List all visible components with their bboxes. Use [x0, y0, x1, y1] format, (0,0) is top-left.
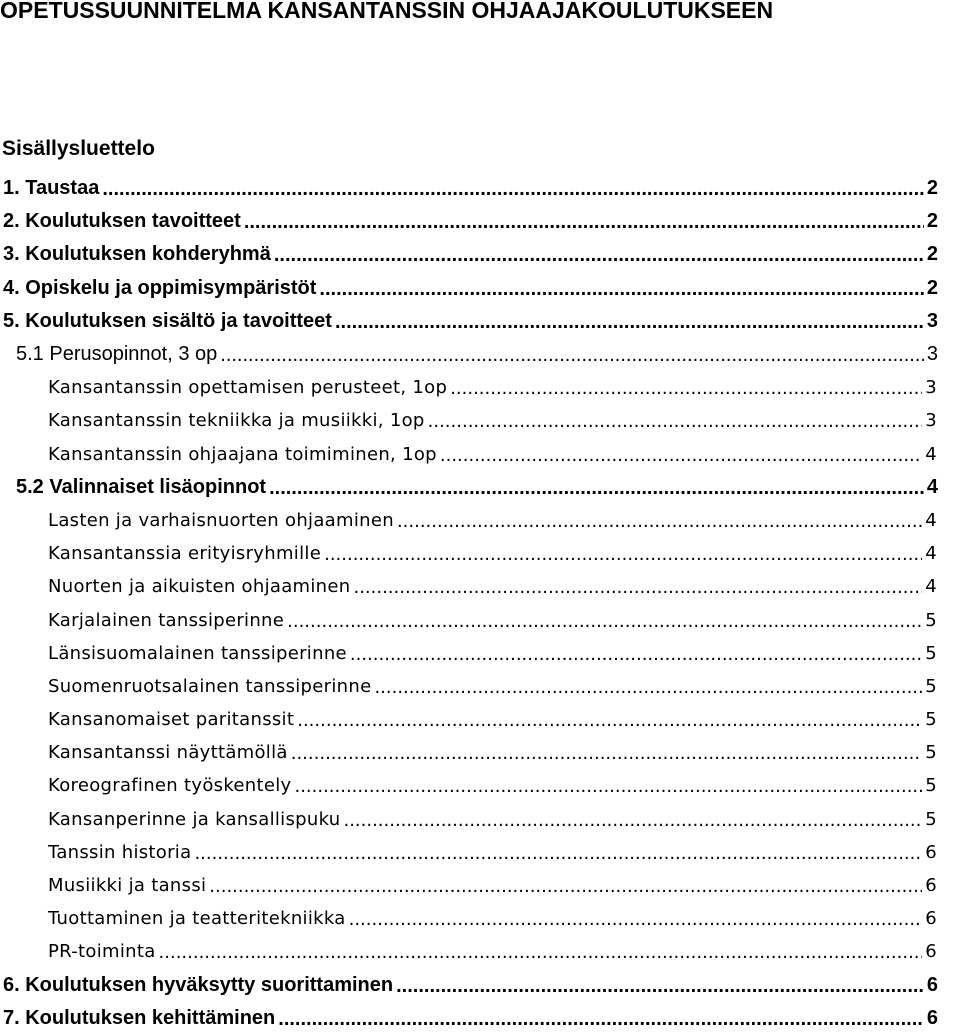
toc-entry-page-number: 5: [925, 808, 937, 830]
toc-entry[interactable]: [0, 504, 960, 537]
toc-dot-leader: [450, 378, 922, 399]
toc-entry[interactable]: [0, 537, 960, 570]
toc-entry[interactable]: [0, 902, 960, 935]
toc-entry-label: Kansantanssi näyttämöllä: [48, 742, 288, 764]
toc-entry-label: Lasten ja varhaisnuorten ohjaaminen: [48, 509, 394, 531]
toc-entry-label: 2. Koulutuksen tavoitteet: [3, 210, 241, 233]
toc-dot-leader: [397, 511, 922, 532]
toc-entry-label: 5.1 Perusopinnot, 3 op: [16, 343, 218, 366]
toc-entry-page-number: 2: [926, 210, 938, 233]
toc-entry-page-number: 4: [925, 443, 937, 465]
toc-dot-leader: [269, 477, 924, 500]
toc-entry[interactable]: [0, 172, 960, 205]
toc-entry-label: Karjalainen tanssiperinne: [48, 609, 285, 631]
toc-entry-page-number: 5: [925, 742, 937, 764]
toc-dot-leader: [291, 743, 923, 764]
toc-entry-label: 6. Koulutuksen hyväksytty suorittaminen: [3, 973, 394, 996]
toc-dot-leader: [335, 311, 924, 334]
toc-entry-label: Länsisuomalainen tanssiperinne: [48, 642, 347, 664]
toc-entry-label: Kansantanssin tekniikka ja musiikki, 1op: [48, 410, 425, 432]
toc-entry-page-number: 4: [925, 576, 937, 598]
toc-entry-label: Kansantanssin ohjaajana toimiminen, 1op: [48, 443, 437, 465]
toc-entry-label: Tanssin historia: [48, 841, 192, 863]
toc-entry-page-number: 3: [925, 377, 937, 399]
toc-dot-leader: [374, 677, 922, 698]
toc-entry-label: 5.2 Valinnaiset lisäopinnot: [16, 475, 267, 498]
document-title: OPETUSSUUNNITELMA KANSANTANSSIN OHJAAJAKOULUTUKSEEN: [0, 0, 774, 23]
toc-entry-page-number: 5: [925, 609, 937, 631]
toc-dot-leader: [319, 278, 923, 301]
toc-dot-leader: [287, 611, 922, 632]
toc-entry-label: 5. Koulutuksen sisältö ja tavoitteet: [3, 309, 332, 332]
toc-entry[interactable]: [0, 404, 960, 437]
toc-entry[interactable]: [0, 371, 960, 404]
toc-entry[interactable]: [0, 238, 960, 271]
toc-entry[interactable]: [0, 338, 960, 371]
toc-entry-page-number: 3: [925, 410, 937, 432]
toc-heading: Sisällysluettelo: [2, 137, 155, 160]
toc-entry[interactable]: [0, 869, 960, 902]
toc-entry[interactable]: [0, 703, 960, 736]
toc-entry[interactable]: [0, 438, 960, 471]
toc-entry-page-number: 6: [925, 941, 937, 963]
toc-entry[interactable]: [0, 969, 960, 1002]
toc-entry-page-number: 3: [926, 309, 938, 332]
toc-entry-page-number: 4: [926, 475, 938, 498]
toc-entry-page-number: 3: [926, 343, 938, 366]
toc-entry-page-number: 2: [926, 276, 938, 299]
toc-dot-leader: [324, 544, 922, 565]
toc-entry-label: Koreografinen työskentely: [48, 775, 292, 797]
toc-entry-page-number: 6: [926, 973, 938, 996]
toc-dot-leader: [278, 1008, 924, 1031]
toc-entry-page-number: 5: [925, 775, 937, 797]
table-of-contents: [0, 172, 960, 1035]
toc-dot-leader: [343, 810, 922, 831]
toc-dot-leader: [353, 577, 922, 598]
toc-dot-leader: [428, 411, 923, 432]
toc-entry[interactable]: [0, 305, 960, 338]
toc-entry[interactable]: [0, 769, 960, 802]
toc-entry-page-number: 5: [925, 709, 937, 731]
toc-dot-leader: [102, 178, 924, 201]
toc-entry[interactable]: [0, 836, 960, 869]
toc-entry-page-number: 5: [925, 675, 937, 697]
toc-entry[interactable]: [0, 272, 960, 305]
toc-entry-label: Nuorten ja aikuisten ohjaaminen: [48, 576, 351, 598]
toc-entry-label: Kansantanssin opettamisen perusteet, 1op: [48, 377, 448, 399]
toc-entry-page-number: 6: [926, 1006, 938, 1029]
toc-dot-leader: [274, 244, 924, 267]
toc-entry-label: PR-toiminta: [48, 941, 156, 963]
toc-dot-leader: [440, 445, 922, 466]
toc-entry-label: Kansanomaiset paritanssit: [48, 709, 295, 731]
toc-entry-page-number: 6: [925, 841, 937, 863]
toc-dot-leader: [159, 942, 923, 963]
toc-entry-page-number: 6: [925, 908, 937, 930]
toc-entry-label: Tuottaminen ja teatteritekniikka: [48, 908, 346, 930]
toc-entry[interactable]: [0, 603, 960, 636]
toc-entry[interactable]: [0, 471, 960, 504]
toc-dot-leader: [220, 344, 924, 367]
toc-entry-label: Kansanperinne ja kansallispuku: [48, 808, 341, 830]
toc-entry-page-number: 4: [925, 509, 937, 531]
toc-entry-page-number: 6: [925, 875, 937, 897]
toc-dot-leader: [294, 776, 922, 797]
toc-entry-label: 7. Koulutuksen kehittäminen: [3, 1006, 276, 1029]
toc-entry[interactable]: [0, 736, 960, 769]
toc-entry-label: 1. Taustaa: [3, 177, 100, 200]
toc-entry-page-number: 2: [926, 243, 938, 266]
toc-dot-leader: [194, 843, 922, 864]
toc-dot-leader: [297, 710, 922, 731]
toc-entry[interactable]: [0, 205, 960, 238]
toc-entry-label: 3. Koulutuksen kohderyhmä: [3, 243, 271, 266]
toc-dot-leader: [209, 876, 922, 897]
toc-entry-label: Musiikki ja tanssi: [48, 875, 207, 897]
toc-entry[interactable]: [0, 570, 960, 603]
toc-entry-page-number: 4: [925, 543, 937, 565]
toc-dot-leader: [396, 975, 924, 998]
toc-entry[interactable]: [0, 935, 960, 968]
toc-dot-leader: [349, 909, 923, 930]
toc-entry[interactable]: [0, 637, 960, 670]
toc-entry-label: Suomenruotsalainen tanssiperinne: [48, 675, 372, 697]
toc-entry[interactable]: [0, 1002, 960, 1035]
toc-dot-leader: [350, 644, 922, 665]
toc-entry[interactable]: [0, 803, 960, 836]
toc-entry[interactable]: [0, 670, 960, 703]
toc-entry-page-number: 2: [926, 177, 938, 200]
toc-dot-leader: [244, 211, 924, 234]
toc-entry-label: Kansantanssia erityisryhmille: [48, 543, 322, 565]
toc-entry-label: 4. Opiskelu ja oppimisympäristöt: [3, 276, 317, 299]
toc-entry-page-number: 5: [925, 642, 937, 664]
